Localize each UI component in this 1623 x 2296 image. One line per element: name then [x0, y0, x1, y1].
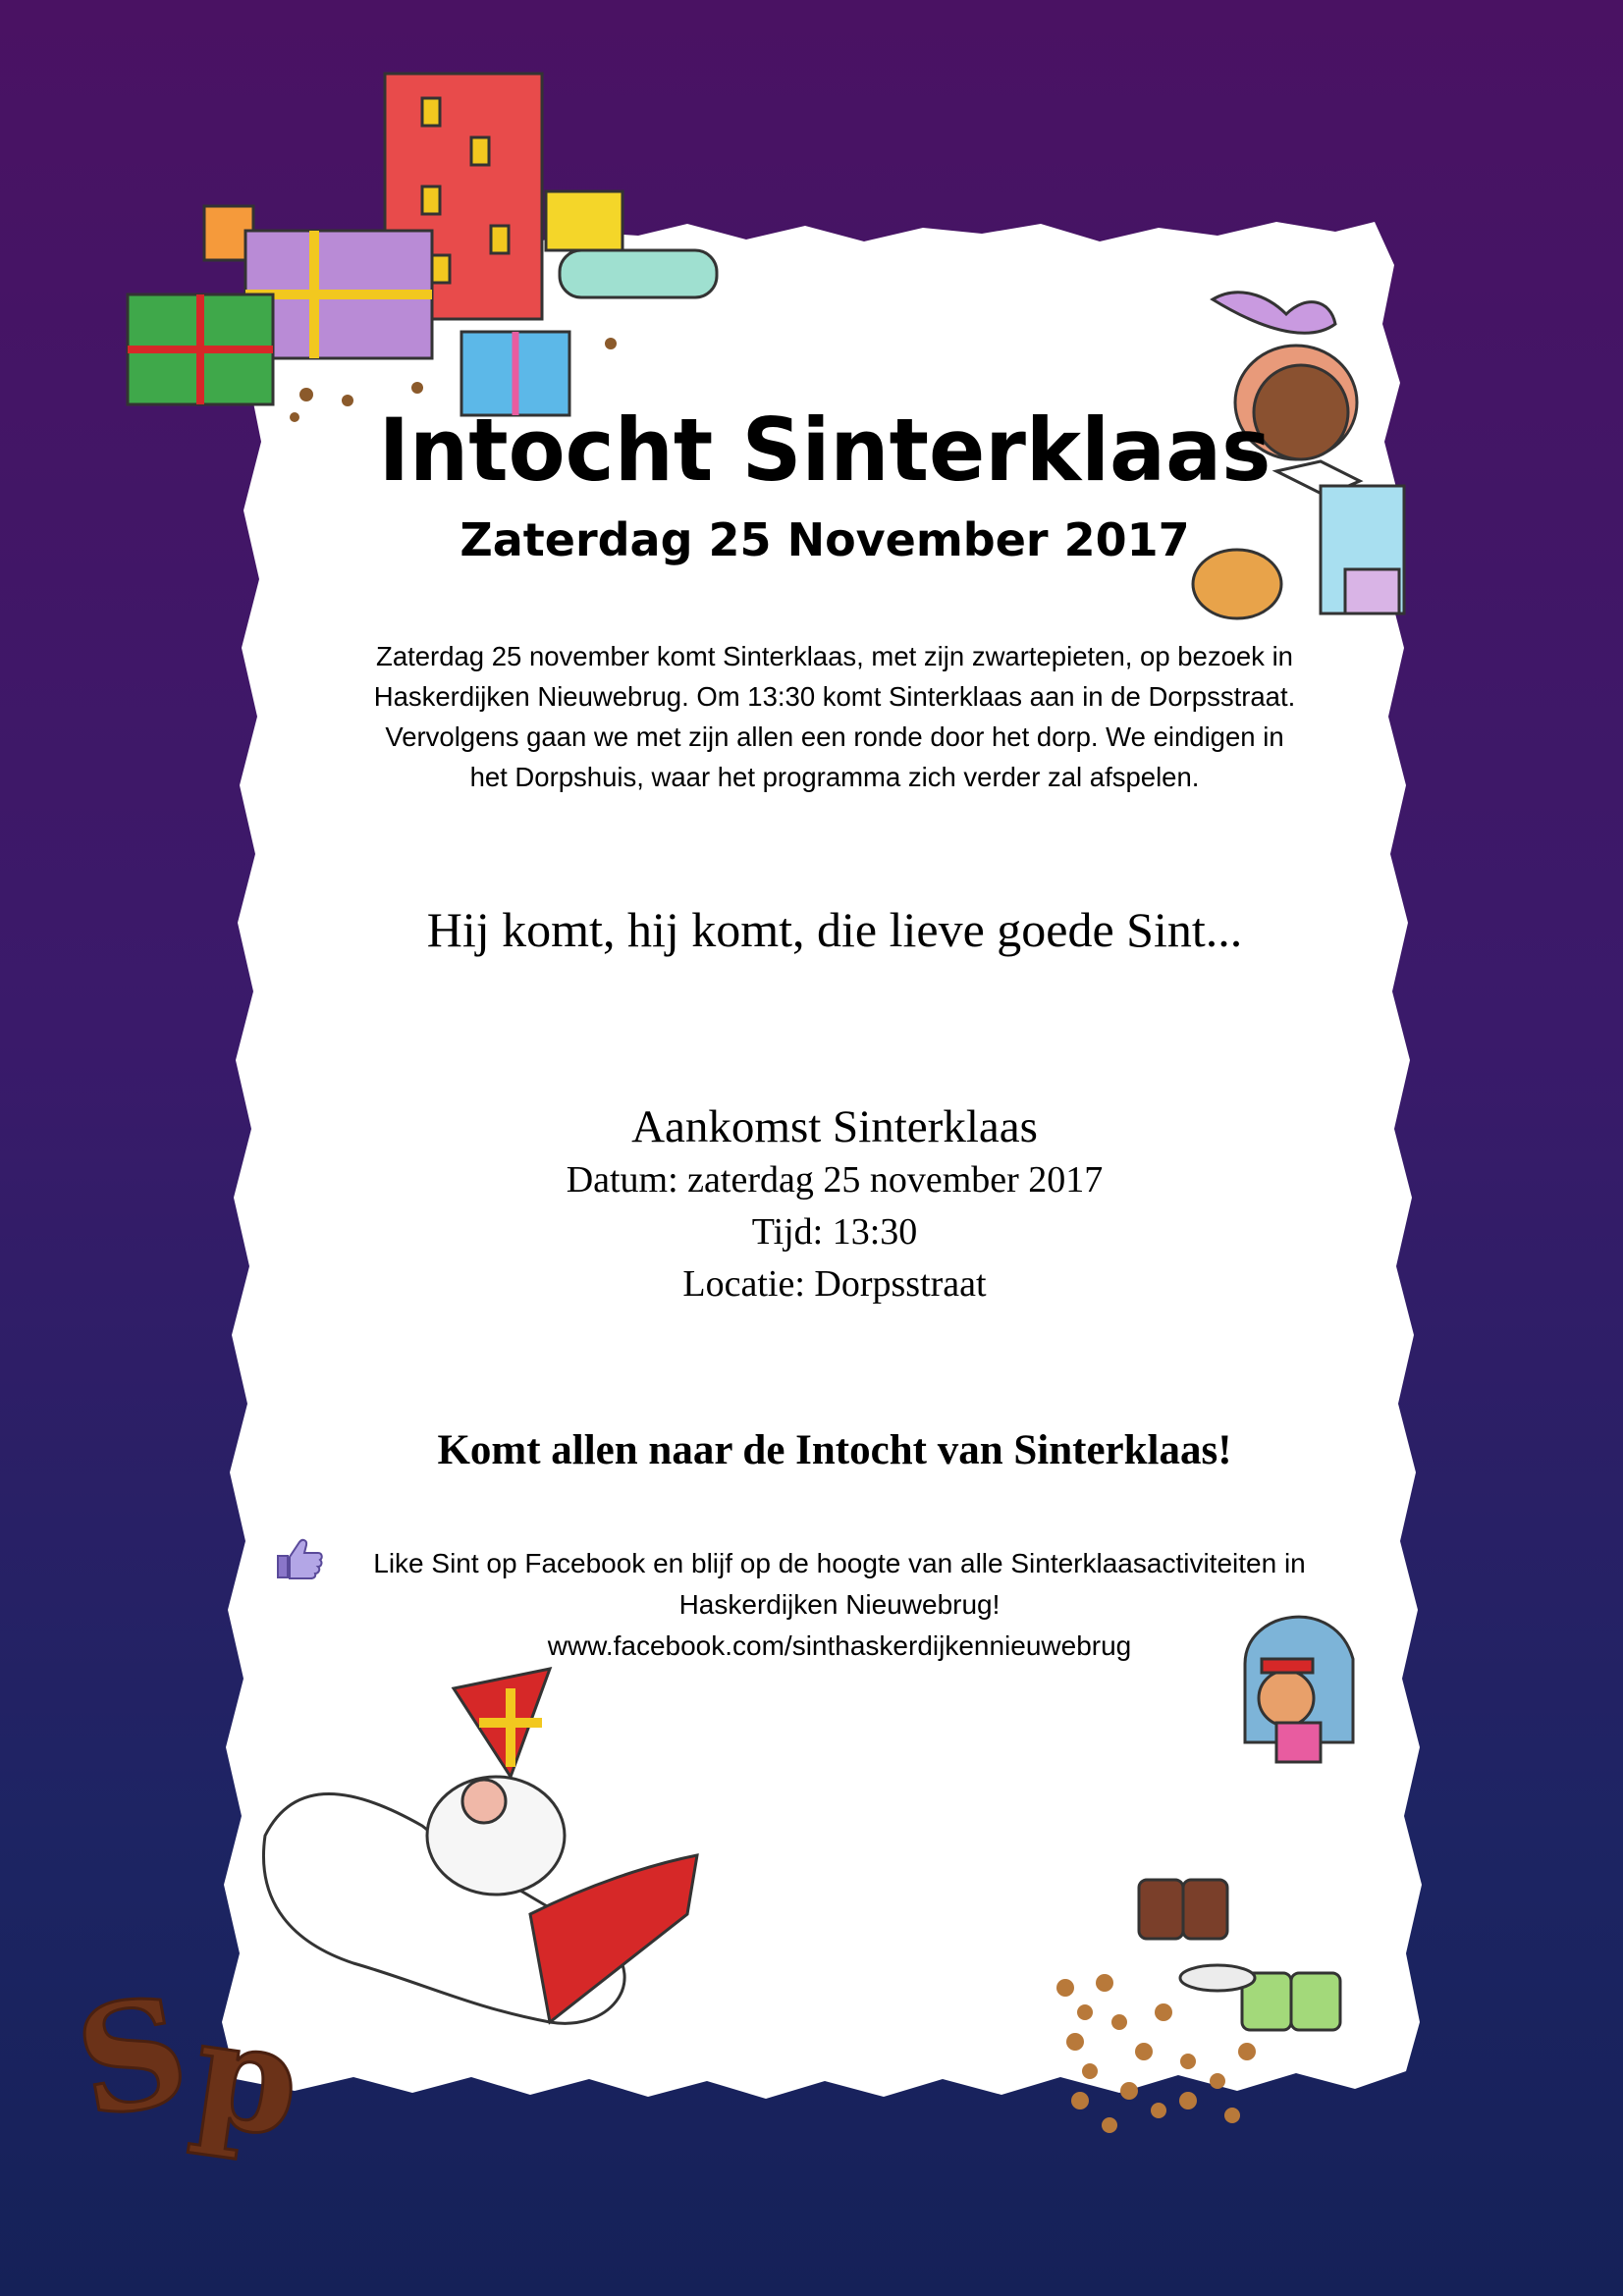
song-quote: Hij komt, hij komt, die lieve goede Sint...	[426, 902, 1243, 957]
event-date-subtitle: Zaterdag 25 November 2017	[460, 513, 1190, 566]
intro-line: het Dorpshuis, waar het programma zich verder zal afspelen.	[469, 762, 1200, 792]
arrival-time: Tijd: 13:30	[751, 1211, 918, 1253]
intro-line: Vervolgens gaan we met zijn allen een ronde door het dorp. We eindigen in	[385, 721, 1284, 752]
page-title: Intocht Sinterklaas	[378, 400, 1271, 501]
call-to-action: Komt allen naar de Intocht van Sinterklaas!	[437, 1427, 1232, 1473]
facebook-line: Like Sint op Facebook en blijf op de hoogte van alle Sinterklaasactiviteiten in	[373, 1548, 1306, 1578]
arrival-location: Locatie: Dorpsstraat	[682, 1263, 987, 1305]
arrival-date: Datum: zaterdag 25 november 2017	[566, 1159, 1104, 1201]
facebook-info	[324, 1543, 1355, 1667]
facebook-line: Haskerdijken Nieuwebrug!	[678, 1589, 1001, 1620]
chocolate-letter-p: p	[184, 1985, 310, 2171]
intro-paragraph	[314, 636, 1355, 797]
intro-line: Zaterdag 25 november komt Sinterklaas, met zijn zwartepieten, op bezoek in	[376, 641, 1293, 671]
arrival-heading: Aankomst Sinterklaas	[631, 1101, 1038, 1152]
thumbs-up-icon	[275, 1536, 324, 1581]
arrival-details	[295, 1099, 1375, 1310]
facebook-url[interactable]: www.facebook.com/sinthaskerdijkennieuwebrug	[547, 1630, 1132, 1661]
chocolate-letter-s: S	[65, 1962, 200, 2152]
intro-line: Haskerdijken Nieuwebrug. Om 13:30 komt Sinterklaas aan in de Dorpsstraat.	[373, 681, 1296, 712]
